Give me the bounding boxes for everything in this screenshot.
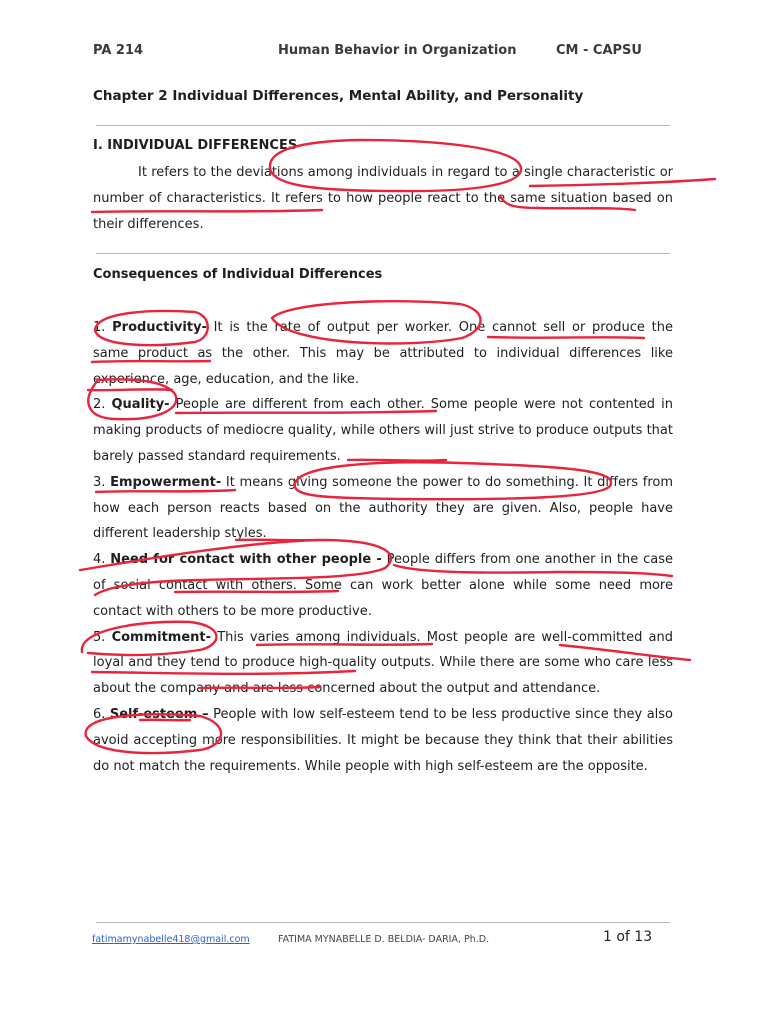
- item-text: It is the rate of output per worker. One cannot sell or produce the same product as the other. This may be attributed to individual differences like experience, age, education, and the like.: [93, 320, 673, 387]
- chapter-title: Chapter 2 Individual Differences, Mental Ability, and Personality: [93, 88, 584, 104]
- footer-author: FATIMA MYNABELLE D. BELDIA- DARIA, Ph.D.: [278, 934, 490, 945]
- consequence-item-productivity: [93, 315, 673, 392]
- consequences-list: [93, 315, 673, 779]
- consequence-item-self-esteem: [93, 702, 673, 779]
- divider: [96, 125, 670, 126]
- consequences-heading: Consequences of Individual Differences: [93, 267, 383, 282]
- item-text: People with low self-esteem tend to be less productive since they also avoid accepting more responsibilities. It might be because they think that their abilities do not match the requirements. While people with high self-esteem are the opposite.: [93, 706, 674, 774]
- item-text: It means giving someone the power to do something. It differs from how each person reacts based on the authority they are given. Also, people have different leadership styles.: [93, 474, 674, 542]
- item-number: 6.: [93, 706, 106, 722]
- item-term: Quality-: [111, 397, 170, 413]
- item-text: People are different from each other. Some people were not contented in making products of mediocre quality, while others will just strive to produce outputs that barely passed standard requirements.: [93, 397, 673, 464]
- item-number: 5.: [93, 629, 106, 645]
- item-term: Need for contact with other people -: [110, 552, 382, 568]
- consequence-item-commitment: [93, 625, 673, 702]
- item-number: 3.: [93, 474, 106, 490]
- header-school: CM - CAPSU: [556, 43, 642, 58]
- item-number: 2.: [93, 397, 106, 413]
- item-number: 4.: [93, 552, 106, 568]
- consequence-item-contact: [93, 547, 673, 624]
- item-term: Productivity-: [112, 320, 207, 335]
- item-number: 1.: [93, 320, 106, 335]
- definition-paragraph: [93, 160, 673, 237]
- item-term: Self-esteem –: [109, 706, 209, 722]
- item-term: Empowerment-: [110, 474, 222, 490]
- section-heading: I. INDIVIDUAL DIFFERENCES: [93, 138, 298, 153]
- header-course: PA 214: [93, 43, 144, 58]
- item-text: People differs from one another in the case of social contact with others. Some can work better alone while some need more contact with others to be more productive.: [93, 552, 673, 619]
- consequence-item-empowerment: [93, 470, 673, 547]
- header-title: Human Behavior in Organization: [278, 43, 517, 58]
- definition-text: It refers to the deviations among individuals in regard to a single characteristic or number of characteristics. It refers to how people react to the same situation based on their differences.: [93, 165, 673, 232]
- page-number: 1 of 13: [603, 929, 653, 945]
- item-text: This varies among individuals. Most people are well-committed and loyal and they tend to produce high-quality outputs. While there are some who care less about the company and are less concerned about the output and attendance.: [93, 629, 673, 697]
- item-term: Commitment-: [111, 629, 212, 645]
- footer-email-link[interactable]: fatimamynabelle418@gmail.com: [92, 934, 250, 945]
- consequence-item-quality: [93, 392, 673, 469]
- footer-divider: [96, 922, 670, 923]
- divider: [96, 253, 670, 254]
